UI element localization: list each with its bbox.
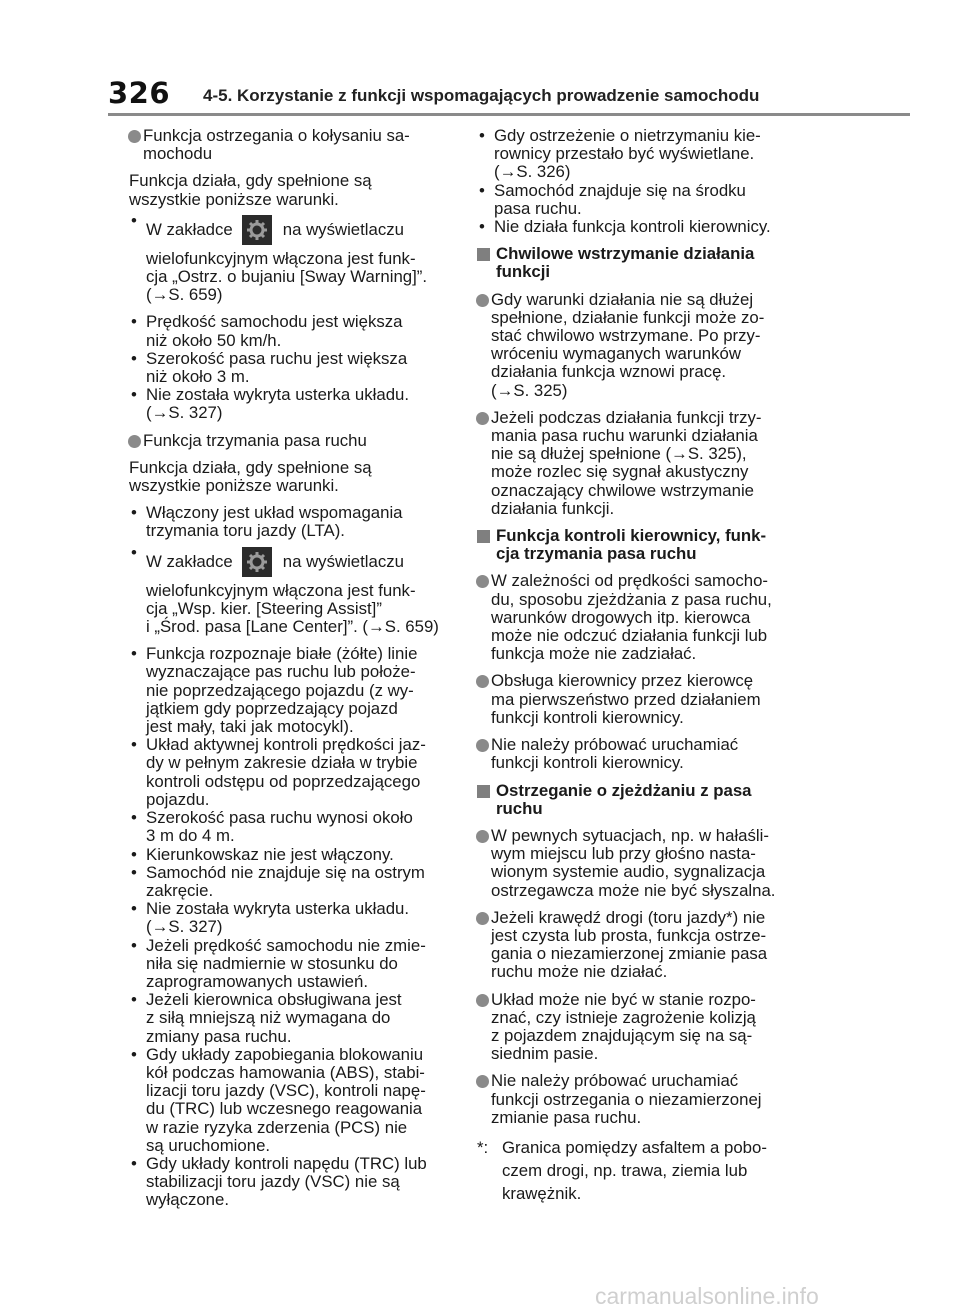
list-item: • Funkcja rozpoznaje białe (żółte) linie wyznaczające pas ruchu lub położe- nie poprzedzającego pojazdu (z wy- jątkiem gdy poprzedzający pojazd jest mały, taki jak motocykl). xyxy=(129,645,462,736)
list-item: • W zakładce na wyświetlaczu wielofunkcyjnym włączona jest funk- cja „Ostrz. o bujaniu [Sway Warning]”. (→S. 659) xyxy=(129,212,462,305)
note-paragraph: Jeżeli krawędź drogi (toru jazdy*) nie jest czysta lub prosta, funkcja ostrze- gania o niezamierzonej zmianie pasa ruchu może nie działać. xyxy=(477,909,812,982)
conditions-list-cont xyxy=(477,127,812,236)
list-item: • Szerokość pasa ruchu jest większa niż około 3 m. xyxy=(129,350,462,386)
section-heading: Funkcja ostrzegania o kołysaniu sa- mochodu xyxy=(129,127,462,163)
list-item: • Gdy układy zapobiegania blokowaniu kół podczas hamowania (ABS), stabi- lizacji toru jazdy (VSC), kontroli napę- du (TRC) lub wczesnego reagowania w razie ryzyka zderzenia (PCS) nie są uruchomione. xyxy=(129,1046,462,1155)
list-item: • Szerokość pasa ruchu wynosi około 3 m do 4 m. xyxy=(129,809,462,845)
note-paragraph: Jeżeli podczas działania funkcji trzy- mania pasa ruchu warunki działania nie są dłużej spełnione (→S. 325), może rozlec się sygnał akustyczny oznaczający chwilowe wstrzymanie działania funkcji. xyxy=(477,409,812,518)
footnote: *: Granica pomiędzy asfaltem a pobo- czem drogi, np. trawa, ziemia lub krawężnik. xyxy=(477,1137,767,1203)
list-item: • Prędkość samochodu jest większa niż około 50 km/h. xyxy=(129,313,462,349)
intro-text: Funkcja działa, gdy spełnione są wszystkie poniższe warunki. xyxy=(129,171,372,209)
circle-bullet-icon xyxy=(476,575,489,588)
conditions-list-cont xyxy=(129,736,462,1209)
list-item: • Układ aktywnej kontroli prędkości jaz- dy w pełnym zakresie działa w trybie kontroli odstępu od poprzedzającego pojazdu. xyxy=(129,736,462,809)
circle-bullet-icon xyxy=(476,294,489,307)
list-item: • Jeżeli kierownica obsługiwana jest z siłą mniejszą niż wymagana do zmiany pasa ruchu. xyxy=(129,991,462,1046)
list-item: • Włączony jest układ wspomagania trzymania toru jazdy (LTA). xyxy=(129,504,462,540)
subsection-heading: Funkcja kontroli kierownicy, funk- cja trzymania pasa ruchu xyxy=(477,527,812,563)
left-column xyxy=(129,127,462,1219)
note-paragraph: Nie należy próbować uruchamiać funkcji ostrzegania o niezamierzonej zmianie pasa ruchu. xyxy=(477,1072,812,1127)
page-number: 326 xyxy=(108,76,171,110)
conditions-list xyxy=(129,504,462,736)
circle-bullet-icon xyxy=(476,675,489,688)
subsection-heading: Chwilowe wstrzymanie działania funkcji xyxy=(477,245,812,281)
intro-text: Funkcja działa, gdy spełnione są wszystkie poniższe warunki. xyxy=(129,457,372,496)
list-item: • Samochód nie znajduje się na ostrym zakręcie. xyxy=(129,864,462,900)
circle-bullet-icon xyxy=(476,912,489,925)
circle-bullet-icon xyxy=(476,739,489,752)
watermark: carmanualsonline.info xyxy=(595,1283,819,1309)
circle-bullet-icon xyxy=(476,830,489,843)
square-bullet-icon xyxy=(477,248,490,261)
circle-bullet-icon xyxy=(476,1075,489,1088)
square-bullet-icon xyxy=(477,785,490,798)
circle-bullet-icon xyxy=(476,994,489,1007)
chapter-title: 4-5. Korzystanie z funkcji wspomagających prowadzenie samochodu xyxy=(203,86,760,105)
gear-icon xyxy=(242,547,272,577)
footnote-mark: *: xyxy=(477,1137,489,1157)
conditions-list xyxy=(129,212,462,350)
note-paragraph: Gdy warunki działania nie są dłużej spełnione, działanie funkcji może zo- stać chwilowo wstrzymane. Po przy- wróceniu wymaganych warunków działania funkcja wznowi pracę. (→S. 325) xyxy=(477,291,812,400)
list-item: • Jeżeli prędkość samochodu nie zmie- niła się nadmiernie w stosunku do zaprogramowanych ustawień. xyxy=(129,937,462,992)
list-item: • Nie działa funkcja kontroli kierownicy. xyxy=(477,218,812,236)
circle-bullet-icon xyxy=(128,130,141,143)
list-item: • W zakładce na wyświetlaczu wielofunkcyjnym włączona jest funk- cja „Wsp. kier. [Steering Assist]” i „Środ. pasa [Lane Center]”. (→S. 659) xyxy=(129,544,462,637)
circle-bullet-icon xyxy=(476,412,489,425)
note-paragraph: W pewnych sytuacjach, np. w hałaśli- wym miejscu lub przy głośno nasta- wionym systemie audio, sygnalizacja ostrzegawcza może nie być słyszalna. xyxy=(477,827,812,900)
list-item: • Kierunkowskaz nie jest włączony. xyxy=(129,846,462,864)
subsection-heading: Ostrzeganie o zjeżdżaniu z pasa ruchu xyxy=(477,782,812,818)
list-item: • Gdy ostrzeżenie o nietrzymaniu kie- rownicy przestało być wyświetlane. (→S. 326) xyxy=(477,127,812,182)
page-header xyxy=(0,0,960,120)
note-paragraph: Nie należy próbować uruchamiać funkcji kontroli kierownicy. xyxy=(477,736,812,772)
list-item: • Samochód znajduje się na środku pasa ruchu. xyxy=(477,182,812,218)
list-item: • Nie została wykryta usterka układu. (→S. 327) xyxy=(129,900,462,936)
right-column xyxy=(477,127,812,1205)
note-paragraph: W zależności od prędkości samocho- du, sposobu zjeżdżania z pasa ruchu, warunków drogowych itp. kierowca może nie odczuć działania funkcji lub funkcja może nie zadziałać. xyxy=(477,572,812,663)
list-item: • Nie została wykryta usterka układu. (→S. 327) xyxy=(129,386,462,422)
header-rule xyxy=(108,113,910,116)
section-heading: Funkcja trzymania pasa ruchu xyxy=(129,432,462,450)
conditions-list-cont xyxy=(129,350,462,423)
list-item: • Gdy układy kontroli napędu (TRC) lub stabilizacji toru jazdy (VSC) nie są wyłączone. xyxy=(129,1155,462,1210)
circle-bullet-icon xyxy=(128,435,141,448)
square-bullet-icon xyxy=(477,530,490,543)
note-paragraph: Układ może nie być w stanie rozpo- znać, czy istnieje zagrożenie kolizją z pojazdem znajdującym się na są- siednim pasie. xyxy=(477,991,812,1064)
gear-icon xyxy=(242,215,272,245)
note-paragraph: Obsługa kierownicy przez kierowcę ma pierwszeństwo przed działaniem funkcji kontroli kierownicy. xyxy=(477,672,812,727)
